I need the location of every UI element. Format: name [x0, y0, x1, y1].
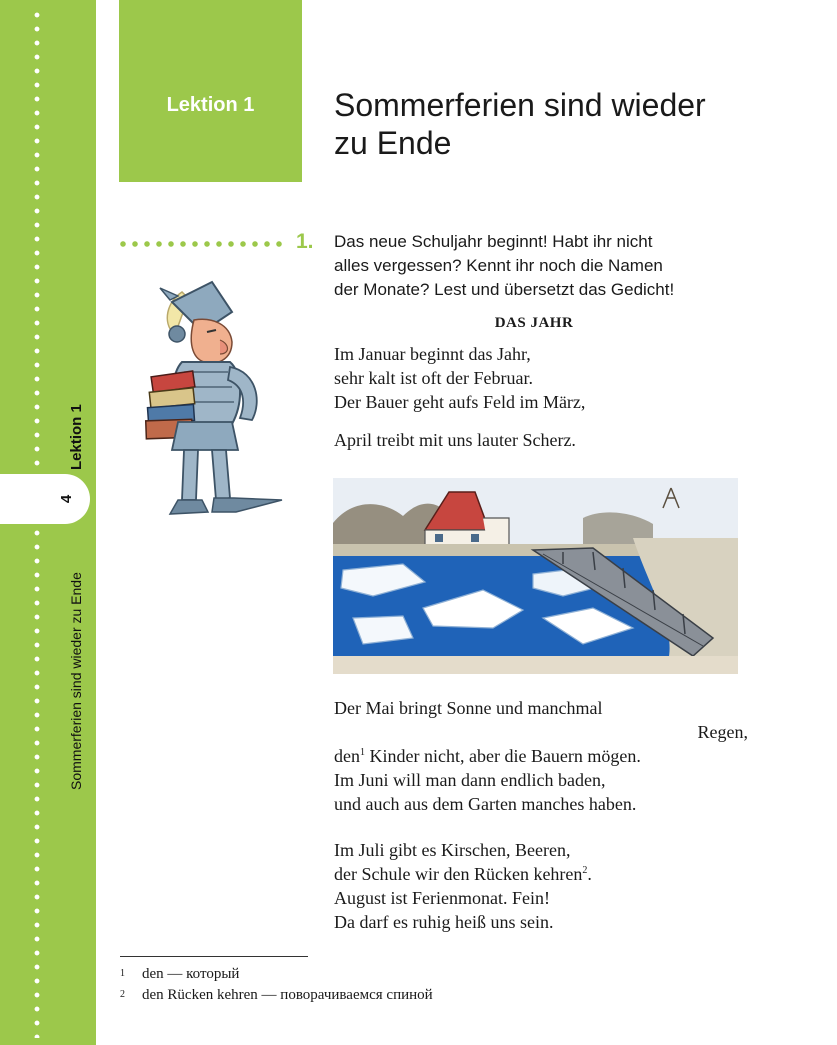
poem-stanza-1-end	[334, 428, 754, 452]
exercise-number: 1.	[296, 230, 314, 253]
poem-line: sehr kalt ist oft der Februar.	[334, 368, 533, 388]
poem-stanza-3	[334, 838, 754, 934]
poem-stanza-1	[334, 342, 754, 414]
poem-line: April treibt mit uns lauter Scherz.	[334, 430, 576, 450]
poem-line: und auch aus dem Garten manches haben.	[334, 794, 637, 814]
knight-with-books-illustration	[112, 262, 312, 522]
poem-line: Der Bauer geht aufs Feld im März,	[334, 392, 586, 412]
exercise-dotted-line	[117, 240, 285, 248]
poem-stanza-2	[334, 696, 754, 816]
footnote-text: den Rücken kehren — поворачиваемся спиной	[142, 987, 433, 1003]
footnote-divider	[120, 956, 308, 957]
footnote-ref-2: 2	[582, 865, 588, 876]
footnote-mark: 1	[120, 968, 125, 979]
poem-line: Im Juni will man dann endlich baden,	[334, 770, 606, 790]
side-lektion-label: Lektion 1	[68, 404, 85, 470]
footnote-2	[120, 985, 433, 1005]
page-title-line1: Sommerferien sind wieder	[334, 87, 706, 123]
poem-line: Der Mai bringt Sonne und manchmal	[334, 698, 603, 718]
side-chapter-title: Sommerferien sind wieder zu Ende	[68, 572, 84, 790]
poem-text: den	[334, 746, 360, 766]
frozen-river-illustration	[333, 478, 738, 674]
poem-title: DAS JAHR	[494, 315, 574, 331]
lektion-label: Lektion 1	[166, 94, 255, 116]
lektion-header-box	[119, 0, 302, 182]
footnote-ref-1: 1	[360, 747, 365, 758]
poem-line: August ist Ferienmonat. Fein!	[334, 888, 550, 908]
footnote-1	[120, 964, 239, 984]
poem-line	[334, 744, 754, 768]
footnote-text: den — который	[142, 966, 240, 982]
exercise-instruction	[334, 230, 754, 302]
page-title	[334, 86, 774, 162]
poem-line: Im Juli gibt es Kirschen, Beeren,	[334, 840, 571, 860]
page-title-line2: zu Ende	[334, 125, 452, 161]
instruction-line: der Monate? Lest und übersetzt das Gedicht!	[334, 280, 675, 299]
instruction-line: alles vergessen? Kennt ihr noch die Namen	[334, 256, 663, 275]
poem-text: .	[587, 864, 592, 884]
poem-line-continuation: Regen,	[697, 722, 748, 742]
instruction-line: Das neue Schuljahr beginnt! Habt ihr nicht	[334, 232, 653, 251]
footnote-mark: 2	[120, 989, 125, 1000]
poem-text: Kinder nicht, aber die Bauern mögen.	[365, 746, 641, 766]
poem-text: der Schule wir den Rücken kehren	[334, 864, 583, 884]
poem-line: Im Januar beginnt das Jahr,	[334, 344, 531, 364]
poem-line	[334, 862, 754, 886]
torn-edge	[90, 0, 98, 1045]
poem-line: Da darf es ruhig heiß uns sein.	[334, 912, 554, 932]
page-number: 4	[57, 494, 75, 504]
